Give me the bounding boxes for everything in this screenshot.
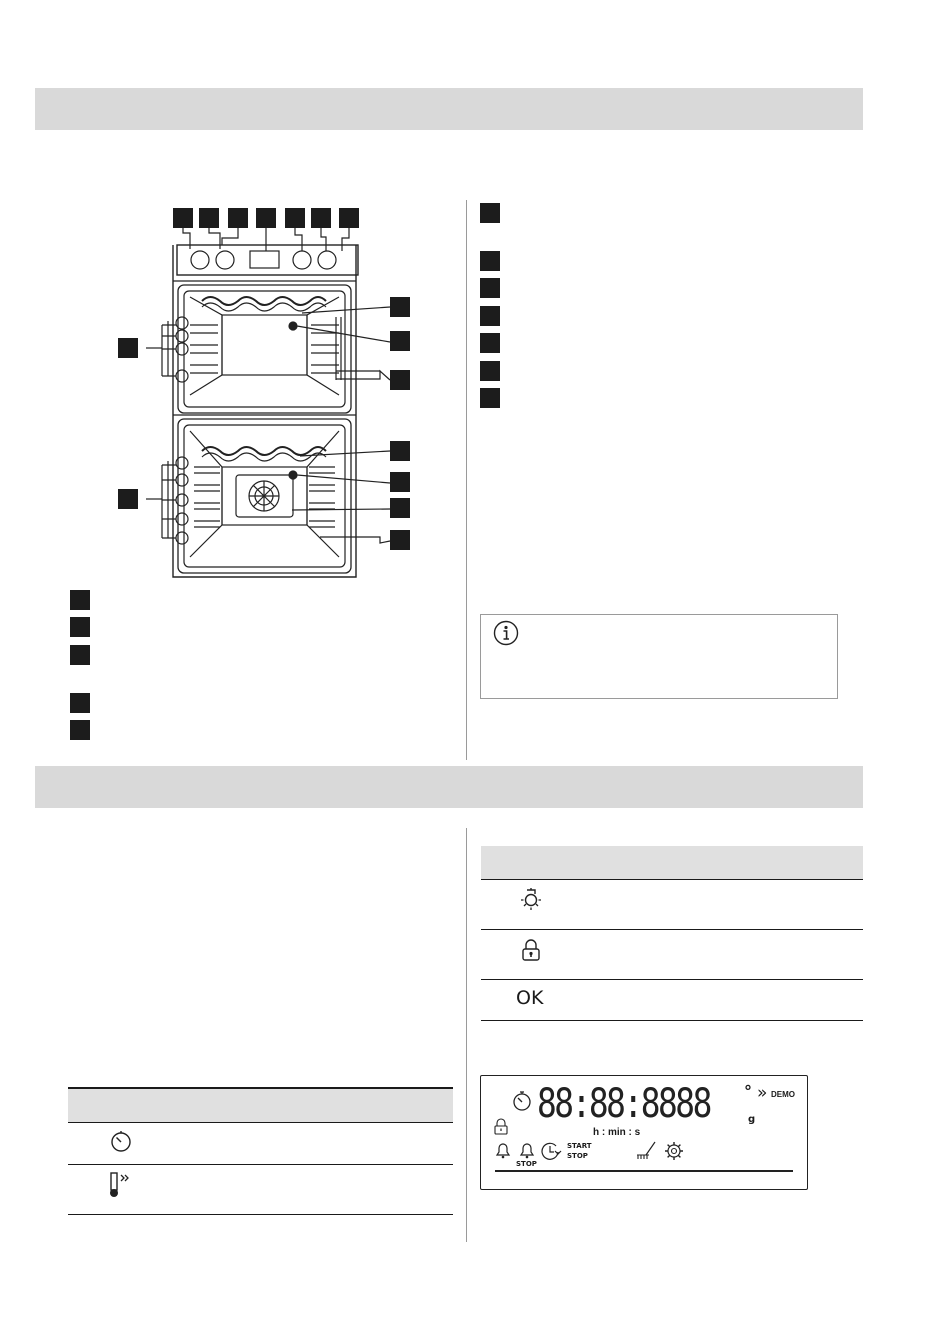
table-right-rule — [481, 929, 863, 930]
info-icon — [493, 620, 519, 646]
clock-arrow-icon — [540, 1140, 564, 1162]
legend-marker — [480, 203, 500, 223]
hms-label: h : min : s — [593, 1127, 641, 1138]
table-left-rule — [68, 1214, 453, 1215]
table-right-rule — [481, 979, 863, 980]
table-right-rule — [481, 1020, 863, 1021]
degree-symbol: ° — [744, 1082, 752, 1101]
demo-label: DEMO — [771, 1090, 795, 1099]
legend-marker — [480, 306, 500, 326]
lock-icon — [518, 938, 544, 964]
bell-stop-icon — [517, 1140, 537, 1160]
display-panel — [480, 1075, 808, 1190]
section-header-band-2 — [35, 766, 863, 808]
lock-icon — [493, 1118, 509, 1136]
section-header-band-1 — [35, 88, 863, 130]
legend-marker — [70, 617, 90, 637]
info-box — [480, 614, 838, 699]
column-divider-2 — [466, 828, 467, 1242]
table-right-rule — [481, 879, 863, 880]
start-label: START — [567, 1142, 592, 1150]
callout-markers-top — [173, 208, 359, 228]
legend-marker — [480, 278, 500, 298]
gram-label: g — [748, 1114, 756, 1125]
table-left-rule — [68, 1122, 453, 1123]
stop-label-2: STOP — [567, 1152, 588, 1160]
bell-icon — [493, 1140, 513, 1160]
legend-marker — [480, 388, 500, 408]
legend-marker — [480, 361, 500, 381]
thermometer-arrows-icon — [104, 1170, 136, 1200]
stop-label: STOP — [516, 1160, 537, 1168]
lamp-icon — [516, 884, 546, 914]
legend-marker — [70, 693, 90, 713]
table-left-rule — [68, 1164, 453, 1165]
table-right-header — [481, 846, 863, 879]
table-left-header — [68, 1089, 453, 1122]
cleaning-brush-icon — [633, 1140, 659, 1162]
oven-diagram — [110, 205, 430, 585]
timer-icon — [108, 1128, 134, 1154]
display-baseline — [495, 1170, 793, 1172]
display-digits: 88:88:8888 — [537, 1081, 710, 1127]
legend-marker — [70, 590, 90, 610]
ok-symbol: OK — [516, 987, 544, 1009]
column-divider-1 — [466, 200, 467, 760]
legend-marker — [70, 720, 90, 740]
arrows-symbol: » — [757, 1083, 768, 1103]
gear-icon — [663, 1140, 685, 1162]
legend-marker — [70, 645, 90, 665]
legend-marker — [480, 251, 500, 271]
timer-icon — [511, 1090, 533, 1112]
legend-marker — [480, 333, 500, 353]
